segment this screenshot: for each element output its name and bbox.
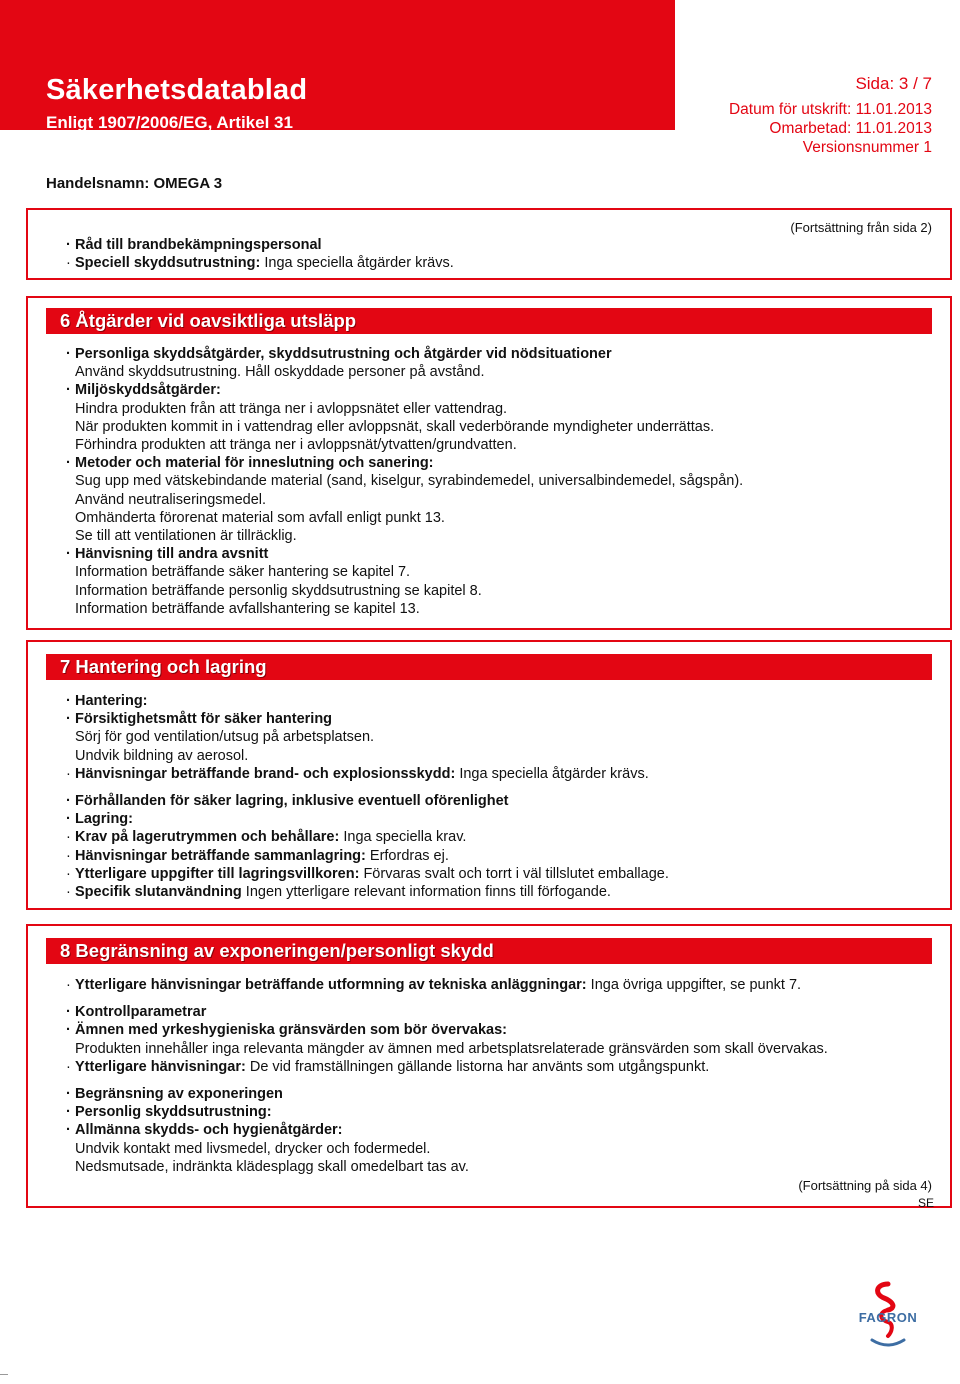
page-number: Sida: 3 / 7 xyxy=(855,74,932,93)
s6-line: Personliga skyddsåtgärder, skyddsutrustning och åtgärder vid nödsituationer xyxy=(75,346,612,362)
s6-line: Hindra produkten från att tränga ner i avloppsnätet eller vattendrag. xyxy=(75,400,508,417)
s6-line: När produkten kommit in i vattendrag eller avloppsnät, skall vederbörande myndigheter underrättas. xyxy=(75,418,715,435)
s7-text: Inga speciella krav. xyxy=(339,829,467,846)
s6-line: Sug upp med vätskebindande material (sand, kiselgur, syrabindemedel, universalbindemedel, sågspån). xyxy=(75,473,744,490)
s7-text: Inga speciella åtgärder krävs. xyxy=(455,765,649,782)
s7-line: Förhållanden för säker lagring, inklusive eventuell oförenlighet xyxy=(75,793,509,810)
firefighting-advice: Råd till brandbekämpningspersonal xyxy=(75,237,322,253)
section8-content: · Ytterligare hänvisningar beträffande utformning av tekniska anläggningar: Inga övriga uppgifter, se punkt 7. · Kontrollparametrar · Ämnen med yrkeshygieniska gränsvärden som bör övervakas: Produkten innehåller inga relevanta mängder av ämnen med arbetsplatsrelaterade gränsvärden som skall övervakas. · Ytterligare hänvisningar: De vid framställningen gällande listorna har använts som utgångspunkt. · Begränsning av exponeringen · Personlig skyddsutrustning: · Allmänna skydds- och hygienåtgärder: Undvik kontakt med livsmedel, drycker och fodermedel. Nedsmutsade, indränkta klädesplagg skall omedelbart tas av. xyxy=(66,976,946,1176)
s6-line: Information beträffande säker hantering se kapitel 7. xyxy=(75,564,411,581)
s6-line: Miljöskyddsåtgärder: xyxy=(75,382,221,399)
s8-line: Begränsning av exponeringen xyxy=(75,1086,283,1103)
header-banner xyxy=(0,0,675,130)
language-code: SE xyxy=(917,1196,934,1210)
s6-line: Använd skyddsutrustning. Håll oskyddade personer på avstånd. xyxy=(75,364,485,381)
version-number: Versionsnummer 1 xyxy=(802,139,932,156)
print-date: Datum för utskrift: 11.01.2013 xyxy=(728,101,932,118)
s7-line: Undvik bildning av aerosol. xyxy=(75,747,249,764)
s8-label: Ytterligare hänvisningar beträffande utformning av tekniska anläggningar: xyxy=(75,977,587,993)
s7-label: Ytterligare uppgifter till lagringsvillkoren: xyxy=(75,865,360,882)
s6-line: Förhindra produkten att tränga ner i avloppsnät/ytvatten/grundvatten. xyxy=(75,437,517,454)
s7-text: Erfordras ej. xyxy=(365,847,449,864)
protective-equipment-label: Speciell skyddsutrustning: xyxy=(75,255,261,272)
product-name: Handelsnamn: OMEGA 3 xyxy=(46,175,223,192)
s6-line: Omhänderta förorenat material som avfall enligt punkt 13. xyxy=(75,509,445,526)
s8-line: Allmänna skydds- och hygienåtgärder: xyxy=(75,1122,343,1139)
s8-line: Ämnen med yrkeshygieniska gränsvärden som bör övervakas: xyxy=(75,1022,507,1039)
s7-text: Ingen ytterligare relevant information finns till förfogande. xyxy=(241,884,611,901)
s6-line: Information beträffande personlig skyddsutrustning se kapitel 8. xyxy=(75,582,482,599)
s7-line: Försiktighetsmått för säker hantering xyxy=(75,711,333,728)
s7-label: Krav på lagerutrymmen och behållare: xyxy=(75,829,340,846)
s6-line: Använd neutraliseringsmedel. xyxy=(75,491,267,508)
page-mark xyxy=(0,1374,8,1375)
s7-label: Hänvisningar beträffande brand- och explosionsskydd: xyxy=(75,765,456,782)
section6-content: · Personliga skyddsåtgärder, skyddsutrustning och åtgärder vid nödsituationer Använd skyddsutrustning. Håll oskyddade personer på avstånd. · Miljöskyddsåtgärder: Hindra produkten från att tränga ner i avloppsnätet eller vattendrag. När produkten kommit in i vattendrag eller avloppsnät, skall vederbörande myndigheter underrättas. Förhindra produkten att tränga ner i avloppsnät/ytvatten/grundvatten. · Metoder och material för inneslutning och sanering: Sug upp med vätskebindande material (sand, kiselgur, syrabindemedel, universalbindemedel, sågspån). Använd neutraliseringsmedel. Omhänderta förorenat material som avfall enligt punkt 13. Se till att ventilationen är tillräcklig. · Hänvisning till andra avsnitt Information beträffande säker hantering se kapitel 7. Information beträffande personlig skyddsutrustning se kapitel 8. Information beträffande avfallshantering se kapitel 13. xyxy=(66,345,946,618)
document-title: Säkerhetsdatablad xyxy=(46,74,308,106)
protective-equipment-text: Inga speciella åtgärder krävs. xyxy=(260,255,454,272)
s7-line: Sörj för god ventilation/utsug på arbetsplatsen. xyxy=(75,729,375,746)
s7-line: Lagring: xyxy=(75,811,133,828)
section8-heading: 8 Begränsning av exponeringen/personligt skydd xyxy=(46,938,932,964)
document-subtitle: Enligt 1907/2006/EG, Artikel 31 xyxy=(46,113,293,132)
section7-content: · Hantering: · Försiktighetsmått för säker hantering Sörj för god ventilation/utsug på arbetsplatsen. Undvik bildning av aerosol. · Hänvisningar beträffande brand- och explosionsskydd: Inga speciella åtgärder krävs. · Förhållanden för säker lagring, inklusive eventuell oförenlighet · Lagring: · Krav på lagerutrymmen och behållare: Inga speciella krav. · Hänvisningar beträffande sammanlagring: Erfordras ej. · Ytterligare uppgifter till lagringsvillkoren: Förvaras svalt och torrt i väl tillslutet emballage. · Specifik slutanvändning Ingen ytterligare relevant information finns till förfogande. xyxy=(66,692,946,901)
s8-line: Nedsmutsade, indränkta klädesplagg skall omedelbart tas av. xyxy=(75,1158,469,1175)
s6-line: Metoder och material för inneslutning och sanering: xyxy=(75,455,434,472)
s7-text: Förvaras svalt och torrt i väl tillslutet emballage. xyxy=(359,865,669,882)
logo-text: FAGRON xyxy=(858,1310,918,1325)
header-meta xyxy=(729,74,932,157)
s8-line: Personlig skyddsutrustning: xyxy=(75,1104,272,1121)
s8-text: Inga övriga uppgifter, se punkt 7. xyxy=(586,977,802,993)
s7-line: Hantering: xyxy=(75,693,148,709)
s8-line: Produkten innehåller inga relevanta mängder av ämnen med arbetsplatsrelaterade gränsvärden som skall övervakas. xyxy=(75,1040,828,1057)
s8-label: Ytterligare hänvisningar: xyxy=(75,1058,246,1075)
s6-line: Hänvisning till andra avsnitt xyxy=(75,546,269,563)
s7-label: Specifik slutanvändning xyxy=(75,884,242,901)
section7-heading: 7 Hantering och lagring xyxy=(46,654,932,680)
s6-line: Se till att ventilationen är tillräcklig. xyxy=(75,528,297,545)
s7-label: Hänvisningar beträffande sammanlagring: xyxy=(75,847,366,864)
s8-line: Kontrollparametrar xyxy=(75,1004,207,1021)
s6-line: Information beträffande avfallshantering se kapitel 13. xyxy=(75,600,420,617)
s8-text: De vid framställningen gällande listorna har använts som utgångspunkt. xyxy=(245,1058,710,1075)
section6-heading: 6 Åtgärder vid oavsiktliga utsläpp xyxy=(46,308,932,334)
s8-line: Undvik kontakt med livsmedel, drycker och fodermedel. xyxy=(75,1140,431,1157)
revised-date: Omarbetad: 11.01.2013 xyxy=(769,120,932,137)
continued-to: (Fortsättning på sida 4) xyxy=(798,1178,932,1193)
continued-from: (Fortsättning från sida 2) xyxy=(790,220,932,235)
box1-content: · Råd till brandbekämpningspersonal · Speciell skyddsutrustning: Inga speciella åtgärder krävs. xyxy=(66,237,454,272)
